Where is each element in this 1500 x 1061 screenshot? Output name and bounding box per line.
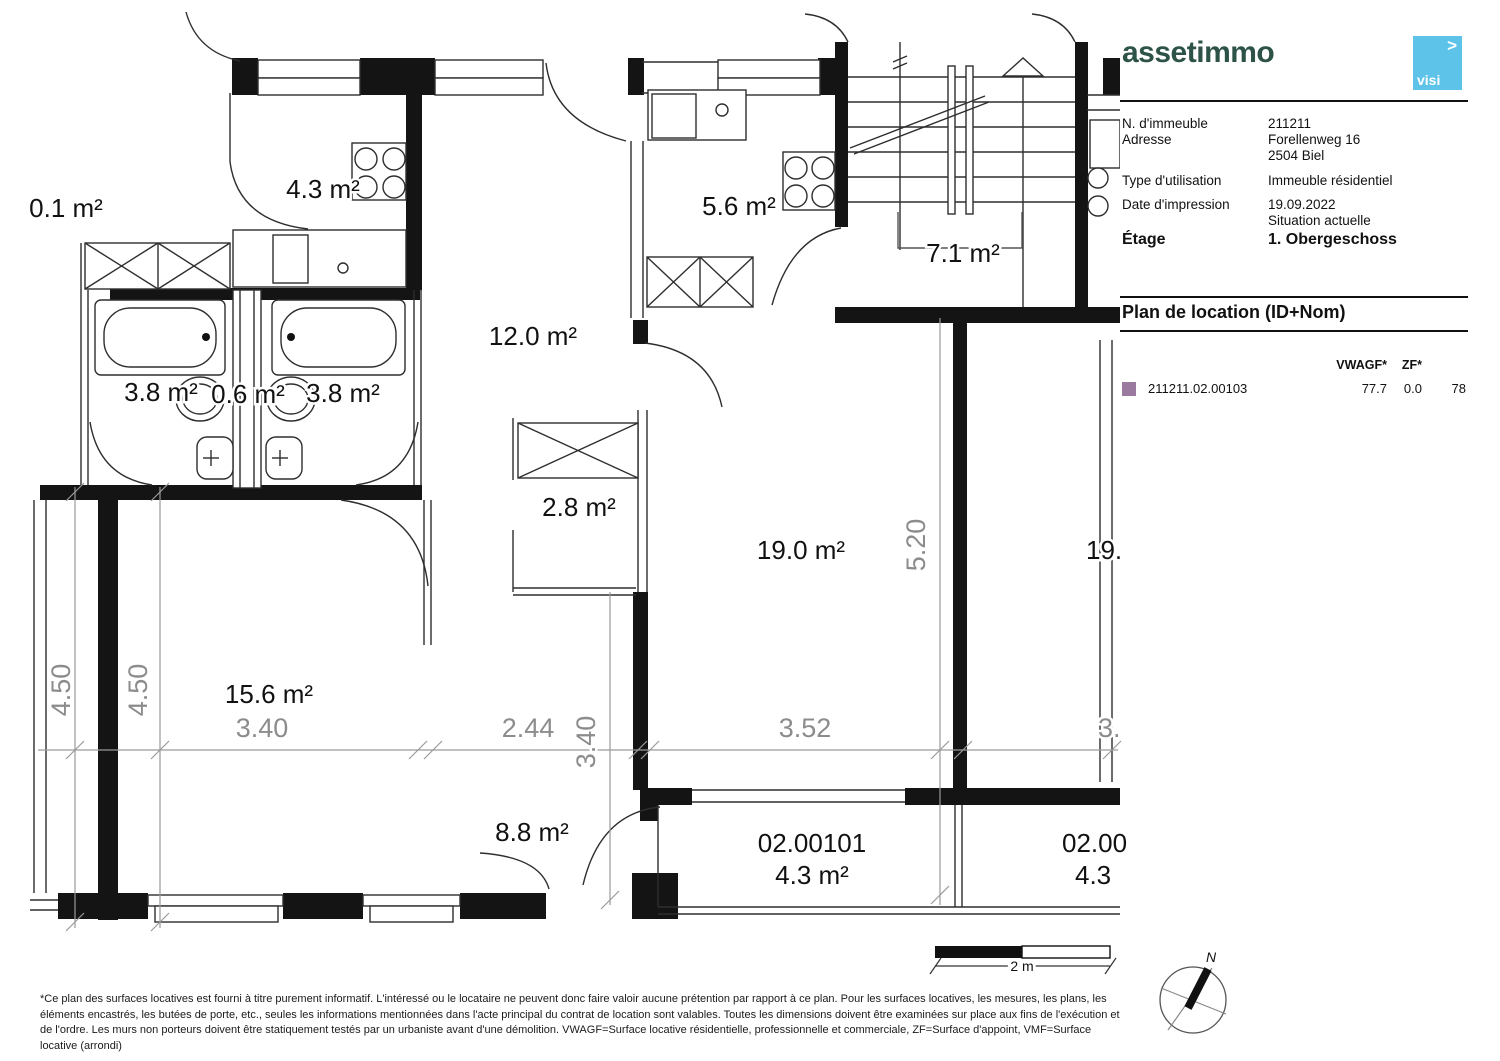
dim-label: 2.44 [501,713,555,743]
door-arc [546,63,626,141]
room-label: 4.3 m² [286,174,360,204]
field-address [1122,132,1468,164]
door-arc [480,853,549,889]
room-label: 0.1 m² [29,193,103,223]
dim-label: 4.50 [123,663,153,717]
room-label: 0.6 m² [211,379,285,409]
legend-unit-id: 211211.02.00103 [1148,381,1248,396]
door-arc [645,343,722,407]
dim-label: 3.52 [778,713,832,743]
balcony-id: 02.00101 [757,828,867,858]
field-usage-type [1122,173,1468,189]
legend-vwagf-value: 77.7 [1361,381,1387,396]
divider [1120,330,1468,332]
room-label: 3.8 m² [124,377,198,407]
divider [1120,296,1468,298]
field-value: 211211 [1268,116,1312,131]
badge-visi-label: visi [1417,72,1441,88]
room-label: 15.6 m² [224,679,314,709]
field-value: Forellenweg 16 2504 Biel [1268,132,1361,163]
col-vwagf: VWAGF* [1336,358,1387,372]
field-label: Adresse [1122,132,1172,147]
walls [40,42,1123,920]
field-floor [1122,232,1468,248]
balcony-labels [758,828,1127,890]
room-label: 19.0 m² [756,535,846,565]
field-value: 19.09.2022 Situation actuelle [1268,197,1371,228]
room-label: 3.8 m² [306,378,380,408]
field-label: Date d'impression [1122,197,1230,212]
room-label: 7.1 m² [926,238,1000,268]
scale-bar [930,946,1116,974]
dim-label: 3.40 [235,713,289,743]
field-value: 1. Obergeschoss [1268,231,1397,248]
dim-label: 3.40 [571,715,601,769]
compass [1160,949,1226,1033]
compass-north-label: N [1206,949,1217,965]
field-value: Immeuble résidentiel [1268,173,1393,188]
disclaimer-footnote: *Ce plan des surfaces locatives est fourni à titre purement informatif. L'intéressé ou le locataire ne peuvent donc faire valoir aucune prétention par rapport à ce plan. Pour les surfaces locatives, les mesures, les plans, les éléments encastrés, les butées de porte, etc., seules les informations mentionnées dans l'acte principal du contrat de location sont valables. Toutes les dimensions doivent être examinées sur place aux fins de l'exécution et de l'ordre. Les murs non porteurs doivent être statiquement testés par un urbaniste avant d'une démolition. VWAGF=Surface locative résidentielle, professionnelle et commerciale, ZF=Surface d'appoint, VMF=Surface locative (arrondi) [40,993,1120,1052]
field-label: N. d'immeuble [1122,116,1208,131]
kitchen-1-fixtures [233,143,406,287]
field-label: Type d'utilisation [1122,173,1222,188]
info-panel [1120,30,1468,430]
field-building-number [1122,116,1468,132]
room-label: 2.8 m² [542,492,616,522]
door-arc [90,422,152,485]
door-arc [356,422,418,485]
legend-color-swatch [1122,382,1136,396]
assetimmo-logo: assetimmo [1122,36,1275,69]
field-label: Étage [1122,231,1166,248]
room-label: 19. [1086,535,1123,565]
compass-needle [1188,969,1208,1008]
scale-label: 2 m [1010,958,1034,974]
legend-zf-value: 0.0 [1403,381,1422,396]
dim-label: 5.20 [901,518,931,572]
dim-label: 4.50 [46,663,76,717]
door-arc [772,228,841,305]
legend-row [1122,381,1466,396]
balcony-id: 02.00 [1062,828,1128,858]
room-label: 8.8 m² [495,817,569,847]
room-label: 12.0 m² [488,321,578,351]
balcony-area: 4.3 m² [775,860,849,890]
stair-up-arrow-icon [1003,58,1043,76]
divider [1120,100,1468,102]
door-arc [186,12,240,61]
room-label: 5.6 m² [702,191,776,221]
field-print-date [1122,197,1468,229]
badge-arrow-icon: > [1447,36,1457,55]
legend-title: Plan de location (ID+Nom) [1122,302,1346,322]
legend-header-row [1122,358,1466,372]
legend-vmf-value: 78 [1451,381,1466,396]
visi-logo-badge [1413,36,1462,90]
col-zf: ZF* [1401,358,1422,372]
balcony-area: 4.3 [1075,860,1112,890]
dim-label: 3. [1098,713,1121,743]
door-arc [341,500,428,586]
